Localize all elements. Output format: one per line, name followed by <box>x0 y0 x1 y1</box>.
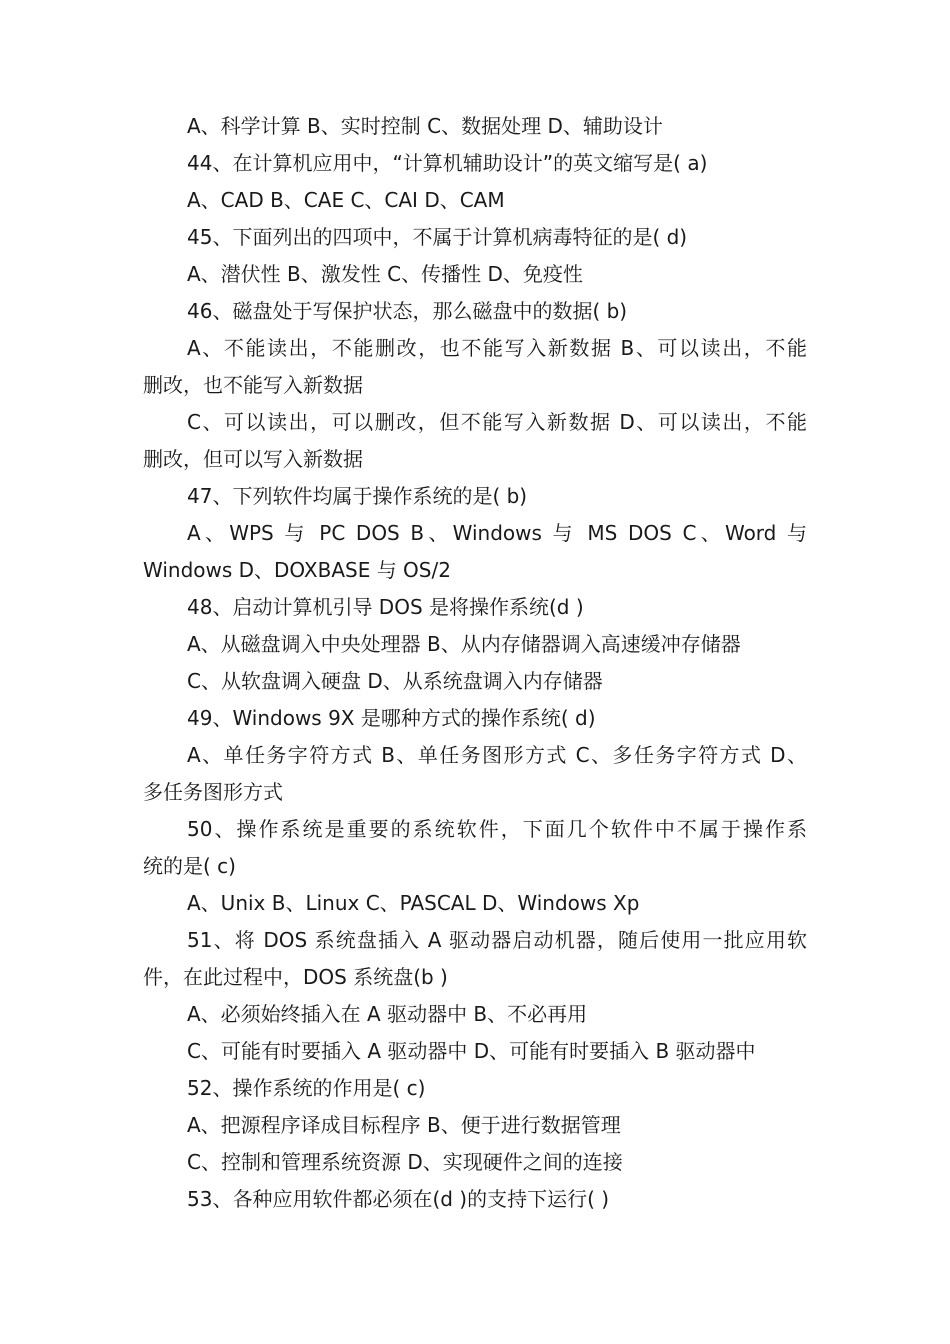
options-46-line-2: 删改，也不能写入新数据 <box>143 373 363 397</box>
question-49: 49、Windows 9X 是哪种方式的操作系统( d) <box>187 706 596 730</box>
question-47: 47、下列软件均属于操作系统的是( b) <box>187 484 528 508</box>
question-46: 46、磁盘处于写保护状态，那么磁盘中的数据( b) <box>187 299 628 323</box>
options-50: A、Unix B、Linux C、PASCAL D、Windows Xp <box>187 891 640 915</box>
options-45: A、潜伏性 B、激发性 C、传播性 D、免疫性 <box>187 262 583 286</box>
question-53: 53、各种应用软件都必须在(d )的支持下运行( ) <box>187 1187 610 1211</box>
question-51-line-1: 51、将 DOS 系统盘插入 A 驱动器启动机器，随后使用一批应用软 <box>187 928 807 952</box>
question-51-line-2: 件，在此过程中，DOS 系统盘(b ) <box>143 965 448 989</box>
text-line: A、科学计算 B、实时控制 C、数据处理 D、辅助设计 <box>187 114 663 138</box>
options-48-line-2: C、从软盘调入硬盘 D、从系统盘调入内存储器 <box>187 669 603 693</box>
options-51-line-1: A、必须始终插入在 A 驱动器中 B、不必再用 <box>187 1002 588 1026</box>
options-47-line-2: Windows D、DOXBASE 与 OS/2 <box>143 558 451 582</box>
question-52: 52、操作系统的作用是( c) <box>187 1076 426 1100</box>
options-44: A、CAD B、CAE C、CAI D、CAM <box>187 188 505 212</box>
question-45: 45、下面列出的四项中，不属于计算机病毒特征的是( d) <box>187 225 688 249</box>
options-48-line-1: A、从磁盘调入中央处理器 B、从内存储器调入高速缓冲存储器 <box>187 632 741 656</box>
options-46-line-1: A、不能读出，不能删改，也不能写入新数据 B、可以读出，不能 <box>187 336 807 360</box>
options-49-line-1: A、单任务字符方式 B、单任务图形方式 C、多任务字符方式 D、 <box>187 743 807 767</box>
options-46-line-4: 删改，但可以写入新数据 <box>143 447 363 471</box>
question-48: 48、启动计算机引导 DOS 是将操作系统(d ) <box>187 595 584 619</box>
options-47-line-1: A、WPS 与 PC DOS B、Windows 与 MS DOS C、Word 与 <box>187 521 807 545</box>
options-46-line-3: C、可以读出，可以删改，但不能写入新数据 D、可以读出，不能 <box>187 410 807 434</box>
question-44: 44、在计算机应用中，“计算机辅助设计”的英文缩写是( a) <box>187 151 708 175</box>
options-52-line-2: C、控制和管理系统资源 D、实现硬件之间的连接 <box>187 1150 623 1174</box>
options-51-line-2: C、可能有时要插入 A 驱动器中 D、可能有时要插入 B 驱动器中 <box>187 1039 756 1063</box>
options-52-line-1: A、把源程序译成目标程序 B、便于进行数据管理 <box>187 1113 621 1137</box>
options-49-line-2: 多任务图形方式 <box>143 780 283 804</box>
question-50-line-2: 统的是( c) <box>143 854 236 878</box>
question-50-line-1: 50、操作系统是重要的系统软件，下面几个软件中不属于操作系 <box>187 817 807 841</box>
